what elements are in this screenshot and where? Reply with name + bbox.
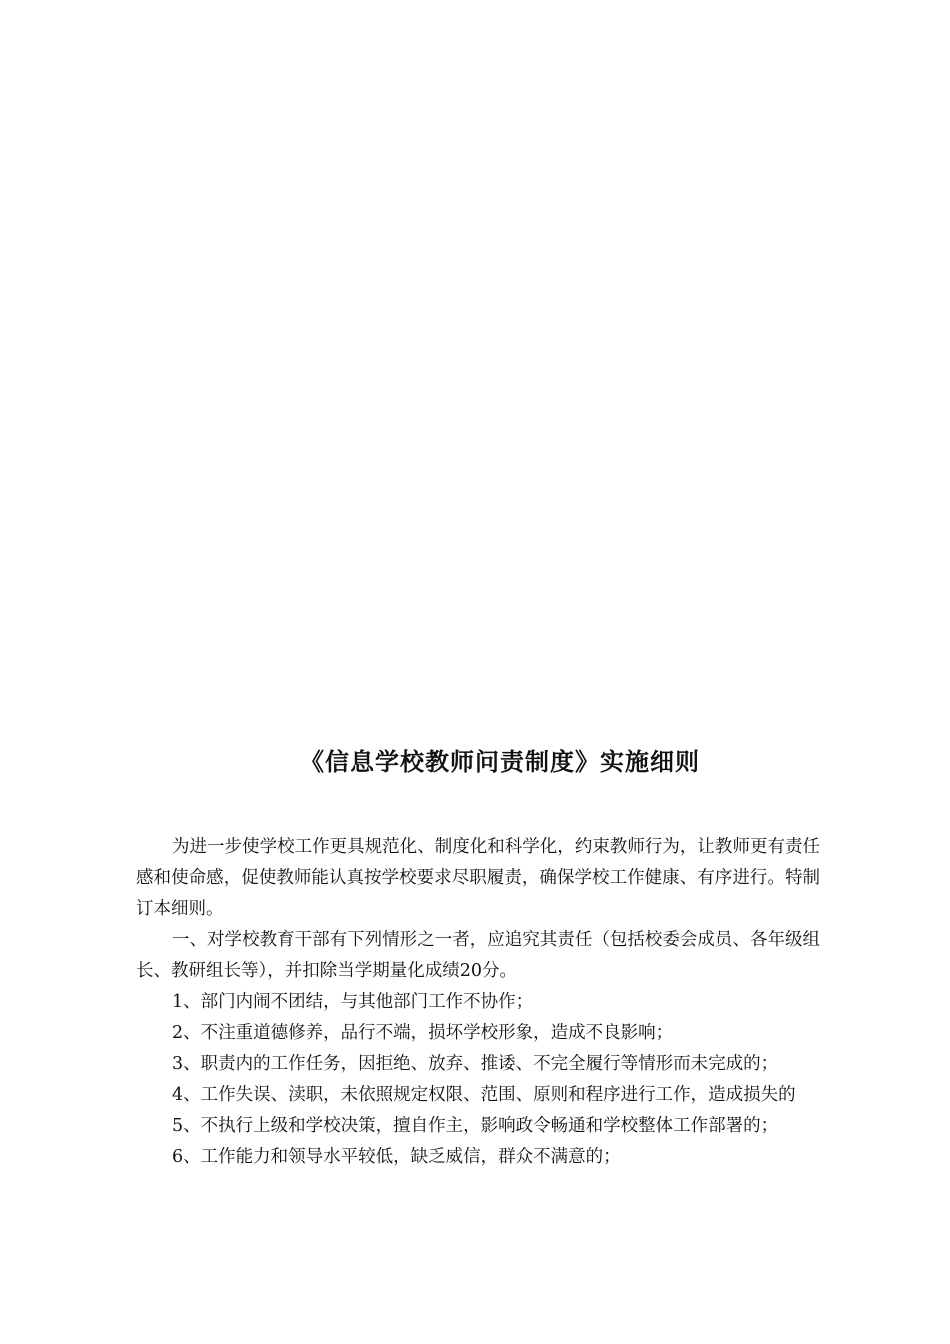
intro-paragraph: 为进一步使学校工作更具规范化、制度化和科学化，约束教师行为，让教师更有责任感和使命感，促使教师能认真按学校要求尽职履责，确保学校工作健康、有序进行。特制订本细则。 (136, 837, 820, 919)
list-item: 4、工作失误、渎职，未依照规定权限、范围、原则和程序进行工作，造成损失的 (172, 1085, 796, 1105)
document-body (136, 832, 820, 1173)
list-item: 3、职责内的工作任务，因拒绝、放弃、推诿、不完全履行等情形而未完成的； (172, 1054, 779, 1074)
list-item: 5、不执行上级和学校决策，擅自作主，影响政令畅通和学校整体工作部署的； (172, 1116, 779, 1136)
list-item: 1、部门内闹不团结，与其他部门工作不协作； (172, 992, 534, 1012)
document-title: 《信息学校教师问责制度》实施细则 (300, 747, 700, 776)
list-item: 2、不注重道德修养，品行不端，损坏学校形象，造成不良影响； (172, 1023, 674, 1043)
list-item: 6、工作能力和领导水平较低，缺乏威信，群众不满意的； (172, 1147, 621, 1167)
section-one-paragraph: 一、对学校教育干部有下列情形之一者，应追究其责任（包括校委会成员、各年级组长、教研组长等），并扣除当学期量化成绩20分。 (136, 930, 820, 981)
